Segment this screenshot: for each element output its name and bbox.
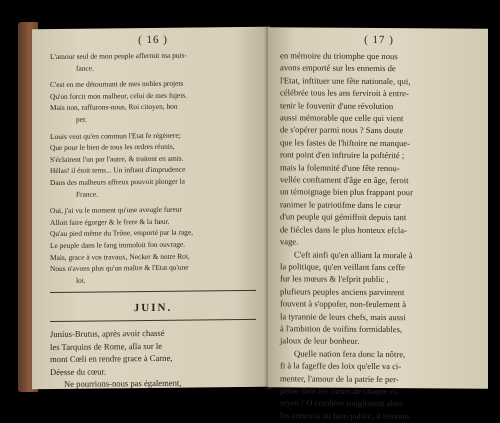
prose-line: vage. [280,236,299,247]
verse-divider [50,290,256,293]
verse-line: Oui, j'ai vu le moment qu'une aveugle fureur [50,204,182,216]
prose-line: mais la folemnité d'une fête renou- [280,161,400,173]
verse-line: Nous n'avons plus qu'un maître & l'Etat qu'une [50,262,189,274]
prose-line: aussi mémorable que celle qui vient [280,112,404,124]
verse-line: Louis veut qu'en commun l'Etat fe régénere; [50,130,181,141]
prose-line: fur les mœurs & l'efprit public , [280,273,389,285]
prose-line: fi à la fageffe des loix qu'elle va ci- [280,360,402,372]
prose-line: plufieurs peuples anciens parvinrent [280,286,405,297]
prose-line: célébrée tous les ans ferviroit à entre- [280,87,409,99]
right-page [268,27,488,422]
verse-line: Qu'au pied même du Trône, emporté par la rage, [50,227,193,239]
verse-line: France. [76,189,98,199]
prose-line: les Tarquins de Rome, alla sur le [50,340,163,352]
open-book [10,18,492,422]
verse-line: Qu'on forcit mon malheur, celui de mes fujets. [50,90,188,101]
right-page-number: ( 17 ) [364,33,394,47]
prose-line: à l'ambition de voifins formidables, [280,323,403,335]
verse-line: Hélas! il étoit tems... Un inftant d'imprudence [50,164,186,176]
prose-line: pétue dans les cœurs de chaque ci- [280,385,399,397]
prose-line: fouvent à s'oppofer, non-feulement à [280,298,407,310]
prose-line: la politique, qu'en veillant fans ceffe [280,261,405,273]
left-page [32,27,270,389]
prose-line: toyen ! O combien rougiroient alors [280,397,404,409]
left-page-number: ( 16 ) [138,33,168,47]
prose-line: tenir le fouvenir d'une révolution [280,99,394,111]
title-rule [50,319,256,322]
prose-line: les ennemis du bien public, il témoins [280,410,411,422]
prose-line: C'eft ainfi qu'en alliant la morale à [294,248,413,260]
verse-line: Le peuple dans le fang immoloit fon ouvrage. [50,239,186,250]
verse-line: Mais non, raffurons-nous, Roi citoyen, bon [50,102,178,113]
prose-line: ranimer le patriotifme dans le cœur [280,199,401,211]
prose-line: Quelle nation fera donc la nôtre, [294,348,406,359]
verse-line: fance. [76,63,94,73]
verse-line: Mais, grace à vos travaux, Necker & notre Roi, [50,251,190,262]
verse-line: loi. [76,275,86,285]
prose-line: de s'opérer parmi nous ? Sans doute [280,124,404,136]
prose-line: menter, l'amour de la patrie fe per- [280,372,399,384]
prose-line: un témoignage bien plus frappant pour [280,186,413,198]
prose-line: vellée conftament d'âge en âge, feroit [280,174,409,186]
prose-line: de fiécles dans le plus honteux efcla- [280,224,407,235]
verse-line: Dans des malheurs affreux pouvoit plonger la [50,176,185,187]
prose-line: jaloux de leur bonheur. [280,335,360,347]
prose-line: Déesse du cœur. [50,365,107,377]
prose-line: ront point d'en inftruire la poftérité ; [280,149,405,161]
prose-line: Junius-Brutus, après avoir chassé [50,328,165,340]
verse-line: Alloit faire égorger & le frere & la fœur. [50,216,170,227]
left-prose-block [50,326,256,390]
verse-line: C'est en me détournant de mes nobles projets [50,78,184,90]
verse-block [50,49,256,286]
prose-line: l'Etat, inftituer une fête nationale, qui, [280,75,411,87]
prose-line: en mémoire du triomphe que nous [280,50,398,62]
right-prose-block [280,49,478,423]
prose-line: la tyrannie de leurs chefs, mais aussi [280,310,406,322]
verse-line: per. [76,114,87,124]
verse-line: L'amour seul de mon peuple affermit ma puis- [50,50,187,62]
verse-line: S'éclairent l'un par l'autre, & traitent en amis. [50,153,184,164]
prose-line: avons emporté sur les ennemis de [280,62,396,74]
prose-line: que les fastes de l'hiftoire ne manque- [280,137,410,149]
prose-line: Ne pourrions-nous pas également, [64,377,182,389]
section-title: JUIN. [133,302,173,315]
prose-line: d'un peuple qui gémiffoit depuis tant [280,211,407,223]
verse-line: Que pour le bien de tous les ordres réunis, [50,141,175,153]
prose-line: mont Cœli en rendre grace à Carne, [50,352,173,365]
